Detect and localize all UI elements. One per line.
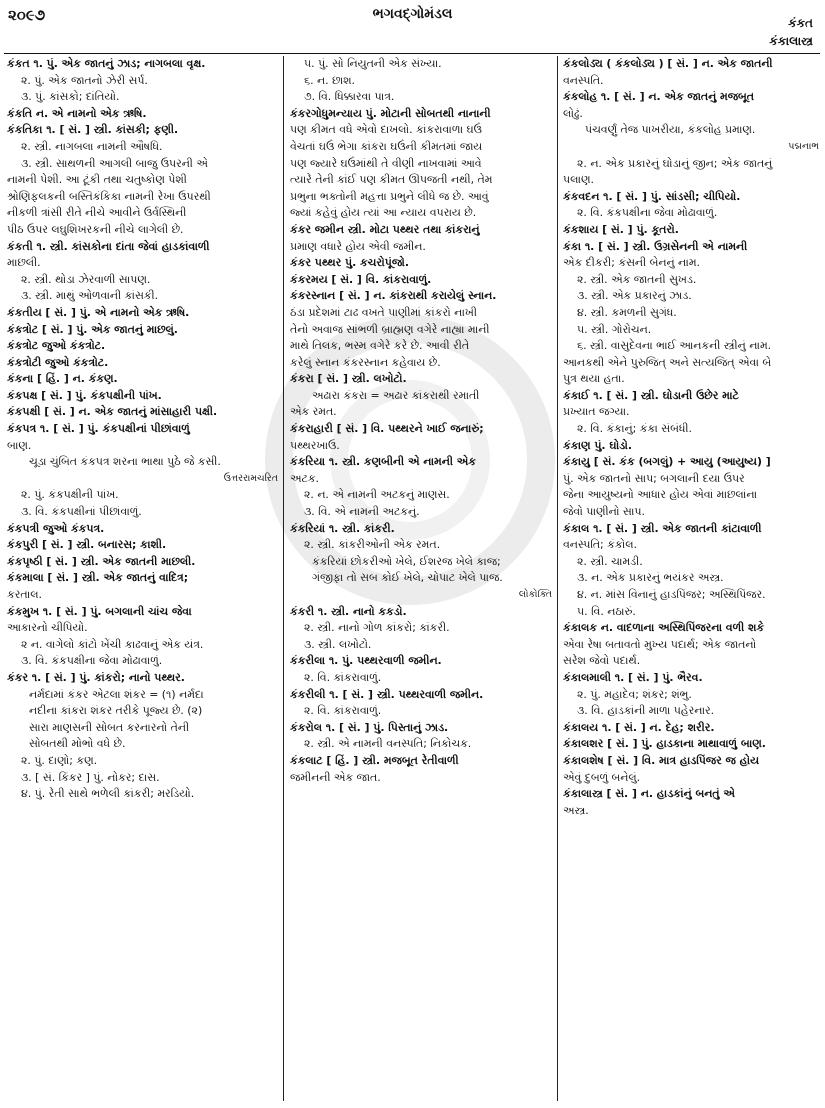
entry-line: કરેલું સ્નાન કંકરસ્નાન કહેવાય છે. bbox=[290, 355, 441, 369]
entry-line: તેનો અવાજ સાંભળી બ્રાહ્મણ વગેરે નાહ્યા માની bbox=[290, 322, 490, 336]
entry-headword-line: કંકાયુ [ સં. કંક (બગલું) + આયુ (આયુષ્ય) ] bbox=[563, 455, 771, 469]
entry-headword-line: કંકાલય ૧. [ સં. ] ન. દેહ; શરીર. bbox=[563, 720, 715, 734]
entry-line: ૪. ન. માંસ વિનાનું હાડપિંજર; અસ્થિપિંજર. bbox=[577, 588, 766, 601]
entry-line: ૩. સ્ત્રી. સાથળની આગલી બાજુ ઉપરની એ bbox=[21, 156, 208, 170]
page-header bbox=[0, 0, 825, 52]
entry-headword-line: કંકત્રોટ [ સં. ] પું. એક જાતનું માછલું. bbox=[7, 322, 178, 336]
entry-line: કંકરિયાં છોકરીઓ ખેલે, ઈશરજ ખેલે કાજ; bbox=[312, 554, 501, 568]
entry-headword-line: કંકાઈ ૧. [ સં. ] સ્ત્રી. ઘોડાની ઉછેર માટે bbox=[563, 388, 739, 402]
entry-line: ૨. પું. દાણો; કણ. bbox=[21, 753, 98, 767]
entry-line: ૭. વિ. ધિક્કારવા પાત્ર. bbox=[304, 90, 395, 104]
entry-headword-line: કંકરસ્નાન [ સં. ] ન. કાંકરાથી કરાયેલું સ્નાન. bbox=[290, 289, 497, 303]
entry-line: ૨. વિ. કાંકરાવાળું. bbox=[304, 670, 382, 684]
entry-line: ૨. સ્ત્રી. એક જાતની સુખડ. bbox=[577, 272, 697, 286]
entry-line: ઠંડા પ્રદેશમાં ટાઢ વખતે પાણીમાં કાંકરો નાખી bbox=[290, 305, 477, 319]
entry-line: ૫. સ્ત્રી. ગોરોચન. bbox=[577, 322, 652, 336]
entry-headword-line: કંકરગોધુમન્યાય પું. મોટાની સોબતથી નાનાની bbox=[290, 106, 491, 120]
entry-line: અસ્ત્ર. bbox=[563, 803, 589, 817]
entry-headword-line: કંકરી ૧. સ્ત્રી. નાનો કકડો. bbox=[290, 604, 407, 618]
entry-line: ૨. પું. એક જાતનો ઝેરી સર્પ. bbox=[21, 73, 148, 87]
entry-line: ચૂડા ચુંબિત કંકપત્ર શરના ભાથા પુઠે જે કસી. bbox=[29, 455, 221, 469]
entry-line: ૨. ન. એ નામની અટકનું માણસ. bbox=[304, 488, 450, 502]
entry-line: ૨. ન. એક પ્રકારનું ઘોડાનું જીન; એક જાતનું bbox=[577, 156, 773, 170]
entry-line: જેના આયુષ્યનો આધાર હોય એવાં માછલાંના bbox=[563, 488, 758, 502]
entry-headword-line: કંકતિકા ૧. [ સં. ] સ્ત્રી. કાંસકી; ફણી. bbox=[7, 123, 179, 137]
entry-line: ૩. સ્ત્રી. માથું ઓળવાની કાંસકી. bbox=[21, 289, 159, 303]
entry-headword-line: કંકલોહ ૧. [ સં. ] ન. એક જાતનું મજબૂત bbox=[563, 90, 754, 104]
entry-line: માછલી. bbox=[7, 256, 41, 270]
entry-headword-line: કંકશાય [ સં. ] પું. કૂતરો. bbox=[563, 222, 679, 236]
entry-line: ૨. સ્ત્રી. થોડા ઝેરવાળી સાપણ. bbox=[21, 272, 151, 286]
entry-line: નર્મદામાં કંકર એટલા શંકર = (૧) નર્મદા bbox=[29, 687, 204, 701]
entry-headword-line: કંકના [ હિં. ] ન. કંકણ. bbox=[7, 372, 118, 386]
entry-line: ૩. [ સં. કિંકર ] પું. નોકર; દાસ. bbox=[21, 770, 160, 784]
entry-line: એક રમત. bbox=[290, 405, 337, 419]
entry-line: ૫. પું. સો નિયુતની એક સંખ્યા. bbox=[304, 57, 442, 70]
entry-line: ૩. સ્ત્રી. એક પ્રકારનું ઝાડ. bbox=[577, 289, 692, 303]
entry-line: ૨ ન. વાગેલો કાંટો ખેંચી કાઢવાનું એક યંત્ર. bbox=[21, 637, 204, 651]
entry-line: ૩. પું. કાંસકો; દાંતિયો. bbox=[21, 90, 120, 104]
entry-headword-line: કંકર ૧. [ સં. ] પું. કાંકરો; નાનો પથ્થર. bbox=[7, 670, 185, 684]
entry-headword-line: કંકપક્ષ [ સં. ] પું. કંકપક્ષીની પાંખ. bbox=[7, 388, 162, 402]
entry-line: શ્રોણિફલકની બસ્તિકંકિકા નામની રેખા ઉપરથી bbox=[7, 189, 211, 203]
entry-headword-line: કંકતી ૧. સ્ત્રી. કાંસકોના દાંતા જેવાં હાડકાંવાળી bbox=[7, 239, 210, 253]
entry-line: લોઢું. bbox=[563, 106, 583, 120]
entry-line: એક દીકરી; કંસની બેનનું નામ. bbox=[563, 256, 700, 270]
entry-line: પંચવર્ણું તેજ પાખરીયા, કંકલોહ પ્રમાણ. bbox=[585, 123, 756, 137]
entry-headword-line: કંકમુખ ૧. [ સં. ] પું. બગલાની ચાંચ જેવા bbox=[7, 604, 192, 618]
entry-headword-line: કંકાલમાલી ૧. [ સં. ] પું. ભૈરવ. bbox=[563, 670, 703, 684]
entry-line: ૩. વિ. હાડકાંની માળા પહેરનાર. bbox=[577, 704, 715, 718]
entry-line: વનસ્પતિ; કંકોલ. bbox=[563, 538, 637, 552]
entry-headword-line: કંકપુરી [ સં. ] સ્ત્રી. બનારસ; કાશી. bbox=[7, 538, 167, 552]
entry-line: ૬. ન. છાશ. bbox=[304, 73, 356, 87]
entry-line: નીકળી ત્રાંસી રીતે નીચે આવીને ઉર્વસ્થિની bbox=[7, 206, 187, 220]
entry-headword-line: કંકત ૧. પું. એક જાતનું ઝાડ; નાગબલા વૃક્ષ. bbox=[7, 57, 206, 70]
citation-source: ઉત્તરરામચરિત bbox=[223, 472, 278, 484]
entry-headword-line: કંકત્રોટી જુઓ કંકત્રોટ. bbox=[7, 355, 109, 369]
column-right bbox=[563, 56, 819, 1101]
entry-headword-line: કંકલાટ [ હિં. ] સ્ત્રી. મજબૂત રેતીવાળી bbox=[290, 753, 459, 767]
entry-line: સારા માણસની સોબત કરનારનો તેની bbox=[29, 720, 190, 734]
entry-line: ૪. પું. રેતી સાથે ભળેલી કાંકરી; મરડિયો. bbox=[21, 787, 195, 801]
entry-line: આકારનો ચીપિયો. bbox=[7, 621, 88, 635]
entry-headword-line: કંકર પથ્થર પું. કચરોપૂંજો. bbox=[290, 256, 409, 270]
entry-line: ૩. વિ. એ નામની અટકનું. bbox=[304, 505, 420, 519]
entry-line: ૩. વિ. કંકપક્ષીના જેવા મોઢાવાળું. bbox=[21, 654, 163, 668]
entry-headword-line: કંકરિયાં ૧. સ્ત્રી. કાંકરી. bbox=[290, 521, 395, 535]
entry-line: ૩. સ્ત્રી. લખોટો. bbox=[304, 637, 372, 651]
entry-line: જમીનની એક જાત. bbox=[290, 770, 381, 784]
entry-line: પ્રખ્યાત જગ્યા. bbox=[563, 405, 630, 419]
entry-line: ૨. પું. કંકપક્ષીની પાંખ. bbox=[21, 488, 119, 502]
entry-headword-line: કંકરીલા ૧. પું. પથ્થરવાળી જમીન. bbox=[290, 654, 442, 668]
entry-line: ૫. વિ. નઠારું. bbox=[577, 604, 636, 618]
entry-line: પુત્ર થયા હતા. bbox=[563, 372, 625, 386]
entry-line: બાણ. bbox=[7, 438, 32, 452]
entry-line: પલાણ. bbox=[563, 173, 594, 187]
entry-line: સોબતથી મોભો વધે છે. bbox=[29, 737, 126, 751]
entry-headword-line: કંકા ૧. [ સં. ] સ્ત્રી. ઉગ્રસેનની એ નામની bbox=[563, 239, 748, 253]
entry-line: પ્રભુના ભક્તોની મહત્તા પ્રભુને લીધે જ છે. આવું bbox=[290, 189, 489, 203]
entry-line: ૨. પું. મહાદેવ; શંકર; શંભુ. bbox=[577, 687, 692, 701]
guide-word-last: કંકાલાસ્ત્ર bbox=[769, 34, 813, 48]
citation-source: પદ્મનાભ bbox=[788, 140, 819, 152]
entry-headword-line: કંકરિયા ૧. સ્ત્રી. કણબીની એ નામની એક bbox=[290, 455, 476, 469]
entry-line: અટક. bbox=[290, 471, 319, 485]
entry-headword-line: કંકતીય [ સં. ] પું. એ નામનો એક ઋષિ. bbox=[7, 305, 190, 319]
entry-headword-line: કંકરીલી ૧. [ સં. ] સ્ત્રી. પથ્થરવાળી જમીન. bbox=[290, 687, 484, 701]
citation-source: લોકોક્તિ bbox=[518, 589, 552, 600]
entry-line: પણ કીમત વધે એવો દાખલો. કાંકરાવાળા ઘઉં bbox=[290, 123, 482, 137]
entry-headword-line: કંકપત્રી જુઓ કંકપત્ર. bbox=[7, 521, 105, 535]
entry-headword-line: કંકાણ પું. ઘોડો. bbox=[563, 438, 633, 452]
entry-headword-line: કંકમાલા [ સં. ] સ્ત્રી. એક જાતનું વાદિત્ર; bbox=[7, 571, 189, 585]
entry-line: પું. એક જાતનો સાપ; બગલાની દયા ઉપર bbox=[563, 471, 745, 485]
page-number: ૨૦૯૭ bbox=[8, 6, 46, 24]
header-rule bbox=[4, 53, 820, 54]
entry-line: સરેશ જેવો પદાર્થ. bbox=[563, 654, 641, 668]
entry-headword-line: કંકરાહારી [ સં. ] વિ. પથ્થરને ખાઈ જનારું; bbox=[290, 422, 484, 436]
entry-line: ૪. સ્ત્રી. કમળની સુગંધ. bbox=[577, 305, 677, 319]
entry-headword-line: કંકર જમીન સ્ત્રી. મોટા પથ્થર તથા કાંકરાનું bbox=[290, 222, 480, 236]
entry-headword-line: કંકપૃષ્ઠી [ સં. ] સ્ત્રી. એક જાતની માછલી. bbox=[7, 554, 196, 568]
entry-line: ૨. સ્ત્રી. કાંકરીઓની એક રમત. bbox=[304, 538, 441, 552]
entry-line: પથ્થરખાઉ. bbox=[290, 438, 340, 452]
entry-line: ૨. વિ. કંકપક્ષીના જેવા મોઢાવાળું. bbox=[577, 206, 718, 220]
entry-line: અઢારા કંકરા = અઢાર કાંકરાથી રમાતી bbox=[312, 388, 480, 402]
entry-line: પીઠ ઉપર લઘુશિખરકની નીચે લાગેલી છે. bbox=[7, 222, 184, 236]
entry-line: પણ જ્યારે ઘઉંમાંથી તે વીણી નાખવામાં આવે bbox=[290, 156, 482, 170]
entry-line: નદીના કાંકરા શંકર તરીકે પૂજ્ય છે. (૨) bbox=[29, 704, 203, 718]
guide-word-first: કંકત bbox=[788, 16, 813, 30]
entry-headword-line: કંકરમય [ સં. ] વિ. કાંકરાવાળું. bbox=[290, 272, 432, 286]
entry-headword-line: કંકપત્ર ૧. [ સં. ] પું. કંકપક્ષીનાં પીછાંવાળું bbox=[7, 422, 190, 436]
column-divider-left bbox=[283, 56, 284, 1101]
entry-headword-line: કંકપક્ષી [ સં. ] ન. એક જાતનું માંસાહારી પક્ષી. bbox=[7, 405, 218, 419]
entry-line: એવા રેષા બતાવતો મુખ્ય પદાર્થ; એક જાતનો bbox=[563, 637, 757, 651]
entry-headword-line: કંકવદન ૧. [ સં. ] પું. સાંડસી; ચીપિયો. bbox=[563, 189, 741, 203]
entry-headword-line: કંકરા [ સં. ] સ્ત્રી. લખોટો. bbox=[290, 372, 407, 386]
entry-line: પ્રમાણ વધારે હોય એવી જમીન. bbox=[290, 239, 426, 253]
entry-line: ૨. સ્ત્રી. ચામડી. bbox=[577, 554, 643, 568]
entry-line: ૩. વિ. કંકપક્ષીનાં પીછાંવાળું. bbox=[21, 505, 142, 519]
entry-line: જેવો પાણીનો સાપ. bbox=[563, 505, 645, 519]
entry-line: ૩. ન. એક પ્રકારનું ભયંકર અસ્ત્ર. bbox=[577, 571, 724, 585]
entry-headword-line: કંકાલ ૧. [ સં. ] સ્ત્રી. એક જાતની કાંટાવાળી bbox=[563, 521, 762, 535]
entry-line: ૨. સ્ત્રી. એ નામની વનસ્પતિ; નિકોચક. bbox=[304, 737, 472, 751]
entry-headword-line: કંકાલાસ્ત્ર [ સં. ] ન. હાડકાંનું બનતું એ bbox=[563, 787, 735, 801]
entry-headword-line: કંકલોડ્ય ( કંકલોડ્ય ) [ સં. ] ન. એક જાતની bbox=[563, 57, 773, 70]
entry-line: એવું દુબળું બનેલું. bbox=[563, 770, 641, 784]
column-left bbox=[7, 56, 278, 1101]
entry-headword-line: કંકાલશેષ [ સં. ] વિ. માત્ર હાડપિંજર જ હોય bbox=[563, 753, 759, 767]
entry-line: કરતાલ. bbox=[7, 588, 42, 601]
entry-line: જ્યાં કહેવું હોય ત્યાં આ ન્યાય વપરાય છે. bbox=[290, 206, 477, 220]
entry-line: નામની પેશી. આ ટૂંકી તથા ચતુષ્કોણ પેશી bbox=[7, 173, 187, 187]
entry-line: ગંજીફા તો સબ કોઈ ખેલે, ચોપાટ ખેલે પાજ. bbox=[312, 571, 503, 585]
entry-line: ૨. સ્ત્રી. નાનો ગોળ કાંકરો; કાંકરી. bbox=[304, 621, 450, 635]
entry-line: ૨. વિ. કાંકરાવાળું. bbox=[304, 704, 382, 718]
entry-headword-line: કંકરોલ ૧. [ સં. ] પું. પિસ્તાનું ઝાડ. bbox=[290, 720, 449, 734]
entry-line: વનસ્પતિ. bbox=[563, 73, 604, 87]
entry-headword-line: કંકતિ ન. એ નામનો એક ઋષિ. bbox=[7, 106, 147, 120]
column-divider-right bbox=[557, 56, 558, 1101]
entry-headword-line: કંકત્રોટ જુઓ કંકત્રોટ. bbox=[7, 339, 106, 353]
entry-line: ૨. વિ. કંકાનું; કંકા સંબંધી. bbox=[577, 422, 692, 436]
entry-line: વેચતાં ઘઉં ભેગા કાંકરા ઘઉંની કીમતમાં જાય bbox=[290, 139, 483, 153]
entry-line: માથે તિલક, ભસ્મ વગેરે કરે છે. આવી રીતે bbox=[290, 339, 470, 353]
entry-headword-line: કંકાલશર [ સં. ] પું. હાડકાના માથાવાળું બાણ. bbox=[563, 737, 766, 751]
column-middle bbox=[290, 56, 552, 1101]
running-title: ભગવદ્ગોમંડલ bbox=[372, 6, 453, 22]
entry-line: આનકથી એને પુરુજિત્ અને સત્યજિત્ એવા બે bbox=[563, 355, 772, 369]
entry-line: ત્યારે તેની કાંઈ પણ કીમત ઊપજતી નથી, તેમ bbox=[290, 173, 493, 187]
entry-line: ૬. સ્ત્રી. વાસુદેવના ભાઈ આનકની સ્ત્રીનું નામ. bbox=[577, 339, 772, 353]
entry-headword-line: કંકાલક ન. વાદળાના અસ્થિપિંજરના વળી શકે bbox=[563, 621, 765, 635]
entry-line: ૨. સ્ત્રી. નાગબલા નામની ઔષધિ. bbox=[21, 139, 163, 153]
